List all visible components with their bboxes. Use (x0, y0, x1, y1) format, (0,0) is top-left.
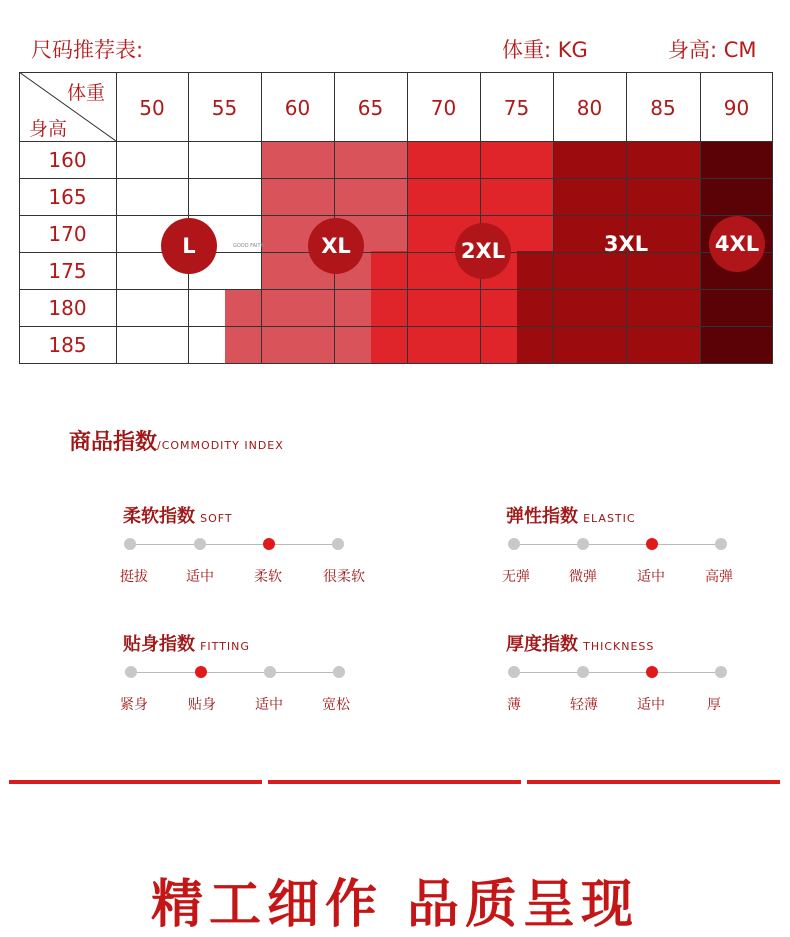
index-soft-label: 适中 (186, 569, 214, 585)
index-thickness-dot (715, 666, 727, 678)
divider-bar (9, 780, 262, 784)
index-fitting-dot (264, 666, 276, 678)
corner-weight-label: 体重 (67, 82, 106, 104)
index-elastic-header (506, 502, 636, 528)
index-soft-dot (194, 538, 206, 550)
index-elastic-dot-active (646, 538, 658, 550)
commodity-section-header (69, 425, 284, 456)
index-elastic-label: 微弹 (569, 569, 597, 585)
weight-header: 90 (723, 96, 750, 120)
index-thickness-header (506, 630, 654, 656)
index-fitting-header (123, 630, 250, 656)
slogan: 精工细作 品质呈现 (150, 875, 640, 935)
index-soft-track (130, 544, 338, 545)
index-thickness-dot (508, 666, 520, 678)
index-elastic-label: 适中 (637, 569, 665, 585)
index-fitting-label: 紧身 (120, 697, 148, 713)
commodity-title: 商品指数 (69, 430, 158, 455)
height-header: 170 (48, 222, 87, 246)
height-header: 165 (48, 185, 87, 209)
height-header: 180 (48, 296, 87, 320)
index-elastic-dot (577, 538, 589, 550)
height-header: 175 (48, 259, 87, 283)
size-badge-4xl: 4XL (709, 216, 765, 272)
index-soft-dot (124, 538, 136, 550)
divider-bar (268, 780, 521, 784)
index-fitting-dot (125, 666, 137, 678)
weight-header: 85 (650, 96, 676, 120)
height-header: 185 (48, 333, 87, 357)
index-thickness-track (514, 672, 722, 673)
index-fitting-label: 宽松 (322, 697, 350, 713)
corner-height-label: 身高 (29, 118, 68, 140)
index-title: 贴身指数 (123, 634, 195, 655)
index-elastic-label: 无弹 (502, 569, 530, 585)
weight-header: 75 (503, 96, 530, 120)
index-fitting-dot-active (195, 666, 207, 678)
size-chart-grid (19, 72, 773, 364)
index-soft-dot (332, 538, 344, 550)
index-thickness-label: 适中 (637, 697, 665, 713)
weight-header: 60 (284, 96, 311, 120)
index-subtitle: THICKNESS (583, 640, 655, 653)
index-elastic-dot (715, 538, 727, 550)
index-thickness-label: 薄 (507, 697, 521, 713)
weight-header: 70 (430, 96, 457, 120)
height-header: 160 (48, 148, 87, 172)
weight-header: 50 (139, 96, 165, 120)
index-title: 柔软指数 (123, 506, 195, 527)
index-elastic-track (514, 544, 722, 545)
index-thickness-label: 厚 (707, 697, 721, 713)
size-badge-2xl: 2XL (455, 223, 511, 279)
index-thickness-dot (577, 666, 589, 678)
index-soft-dot-active (263, 538, 275, 550)
commodity-subtitle: /COMMODITY INDEX (157, 439, 284, 452)
index-subtitle: SOFT (200, 512, 233, 525)
index-soft-label: 很柔软 (323, 569, 365, 585)
index-fitting-label: 贴身 (188, 697, 216, 713)
index-soft-label: 柔软 (254, 569, 282, 585)
size-badge-3xl: 3XL (603, 232, 649, 256)
index-title: 弹性指数 (506, 506, 578, 527)
index-title: 厚度指数 (506, 634, 578, 655)
zone-3xl-tall (517, 251, 700, 364)
weight-header: 55 (211, 96, 238, 120)
index-subtitle: ELASTIC (583, 512, 636, 525)
index-elastic-dot (508, 538, 520, 550)
size-badge-xl: XL (308, 218, 364, 274)
size-chart-title: 尺码推荐表: (31, 38, 144, 62)
index-soft-header (123, 502, 233, 528)
index-thickness-dot-active (646, 666, 658, 678)
index-fitting-track (131, 672, 339, 673)
divider-bar (527, 780, 780, 784)
index-fitting-dot (333, 666, 345, 678)
index-soft-label: 挺拔 (120, 569, 148, 585)
tiny-watermark-text: GOOD FAITH (233, 243, 265, 249)
weight-header: 80 (576, 96, 603, 120)
weight-unit-label: 体重: KG (502, 38, 588, 62)
weight-header: 65 (357, 96, 384, 120)
size-badge-l: L (161, 218, 217, 274)
index-subtitle: FITTING (200, 640, 250, 653)
index-thickness-label: 轻薄 (570, 697, 598, 713)
index-elastic-label: 高弹 (705, 569, 733, 585)
index-fitting-label: 适中 (255, 697, 283, 713)
height-unit-label: 身高: CM (668, 38, 757, 62)
